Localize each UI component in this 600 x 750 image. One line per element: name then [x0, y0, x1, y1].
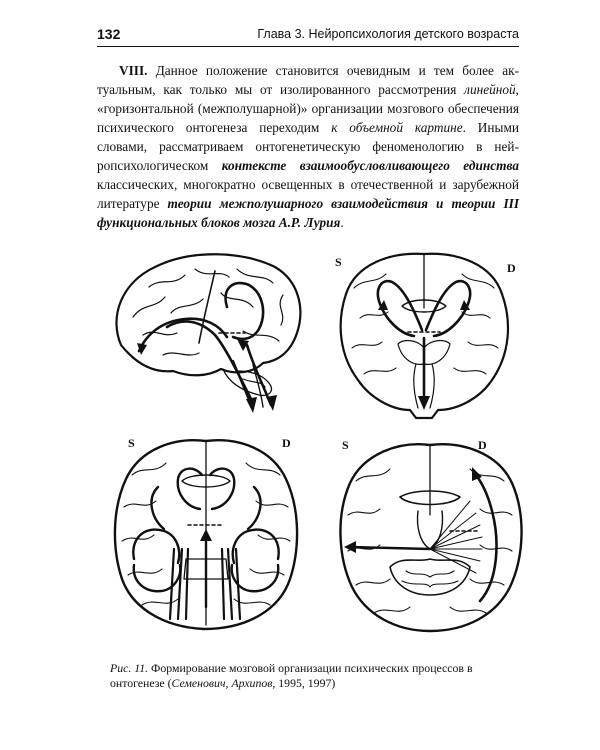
- axial-section-diagram: [104, 429, 309, 639]
- paragraph-text: классических, многократно освещенных в отечественной и зарубежной литературе: [97, 177, 519, 211]
- figure-caption: [110, 661, 510, 691]
- right-hemisphere-letter: D: [507, 261, 516, 275]
- caption-text: Формирование мозговой организации психических процессов в онтогенезе (: [110, 661, 473, 690]
- page-header: [97, 24, 519, 48]
- paragraph-text: . Иными словами, рассматриваем онтогенетическую феноменологию в нейропсихологическом: [97, 120, 519, 173]
- left-hemisphere-letter: S: [128, 436, 135, 450]
- paragraph-strong-emphasis: теории межполушарного взаимодействия и теории III функциональных блоков мозга А.Р. Лурия: [97, 196, 519, 230]
- figure-label: Рис. 11.: [110, 661, 149, 675]
- page-number: 132: [97, 26, 121, 42]
- body-paragraph: [97, 61, 519, 232]
- paragraph-text: , «горизонтальной (межполушарной)» организации мозгового обеспечения психического онтогенеза переходим: [97, 82, 519, 135]
- section-numeral: VIII.: [119, 63, 148, 78]
- chapter-title: Глава 3. Нейропсихология детского возраста: [257, 27, 519, 41]
- right-hemisphere-letter: D: [478, 438, 487, 452]
- lateral-brain-drawing: [103, 247, 308, 427]
- left-hemisphere-letter: S: [335, 255, 342, 269]
- coronal-section-drawing: [330, 248, 520, 426]
- axial-section-drawing: [104, 429, 309, 639]
- paragraph-text: Данное положение становится очевидным и тем более актуальным, как только мы от изолированного рассмотрения: [97, 63, 519, 97]
- right-hemisphere-letter: D: [282, 436, 291, 450]
- paragraph-emphasis: к объемной картине: [331, 120, 463, 135]
- header-rule: [97, 46, 519, 47]
- caption-authors: Семенович, Архипов: [171, 676, 273, 690]
- caption-text: , 1995, 1997): [272, 676, 336, 690]
- horizontal-section-drawing: [330, 431, 530, 639]
- paragraph-strong-emphasis: контексте взаимообусловливающего единства: [221, 158, 519, 173]
- left-hemisphere-letter: S: [342, 438, 349, 452]
- horizontal-section-diagram: [330, 431, 530, 639]
- paragraph-emphasis: линейной: [464, 82, 516, 97]
- paragraph-text: .: [340, 215, 344, 230]
- lateral-brain-diagram: [103, 247, 308, 427]
- coronal-section-diagram: [330, 248, 520, 426]
